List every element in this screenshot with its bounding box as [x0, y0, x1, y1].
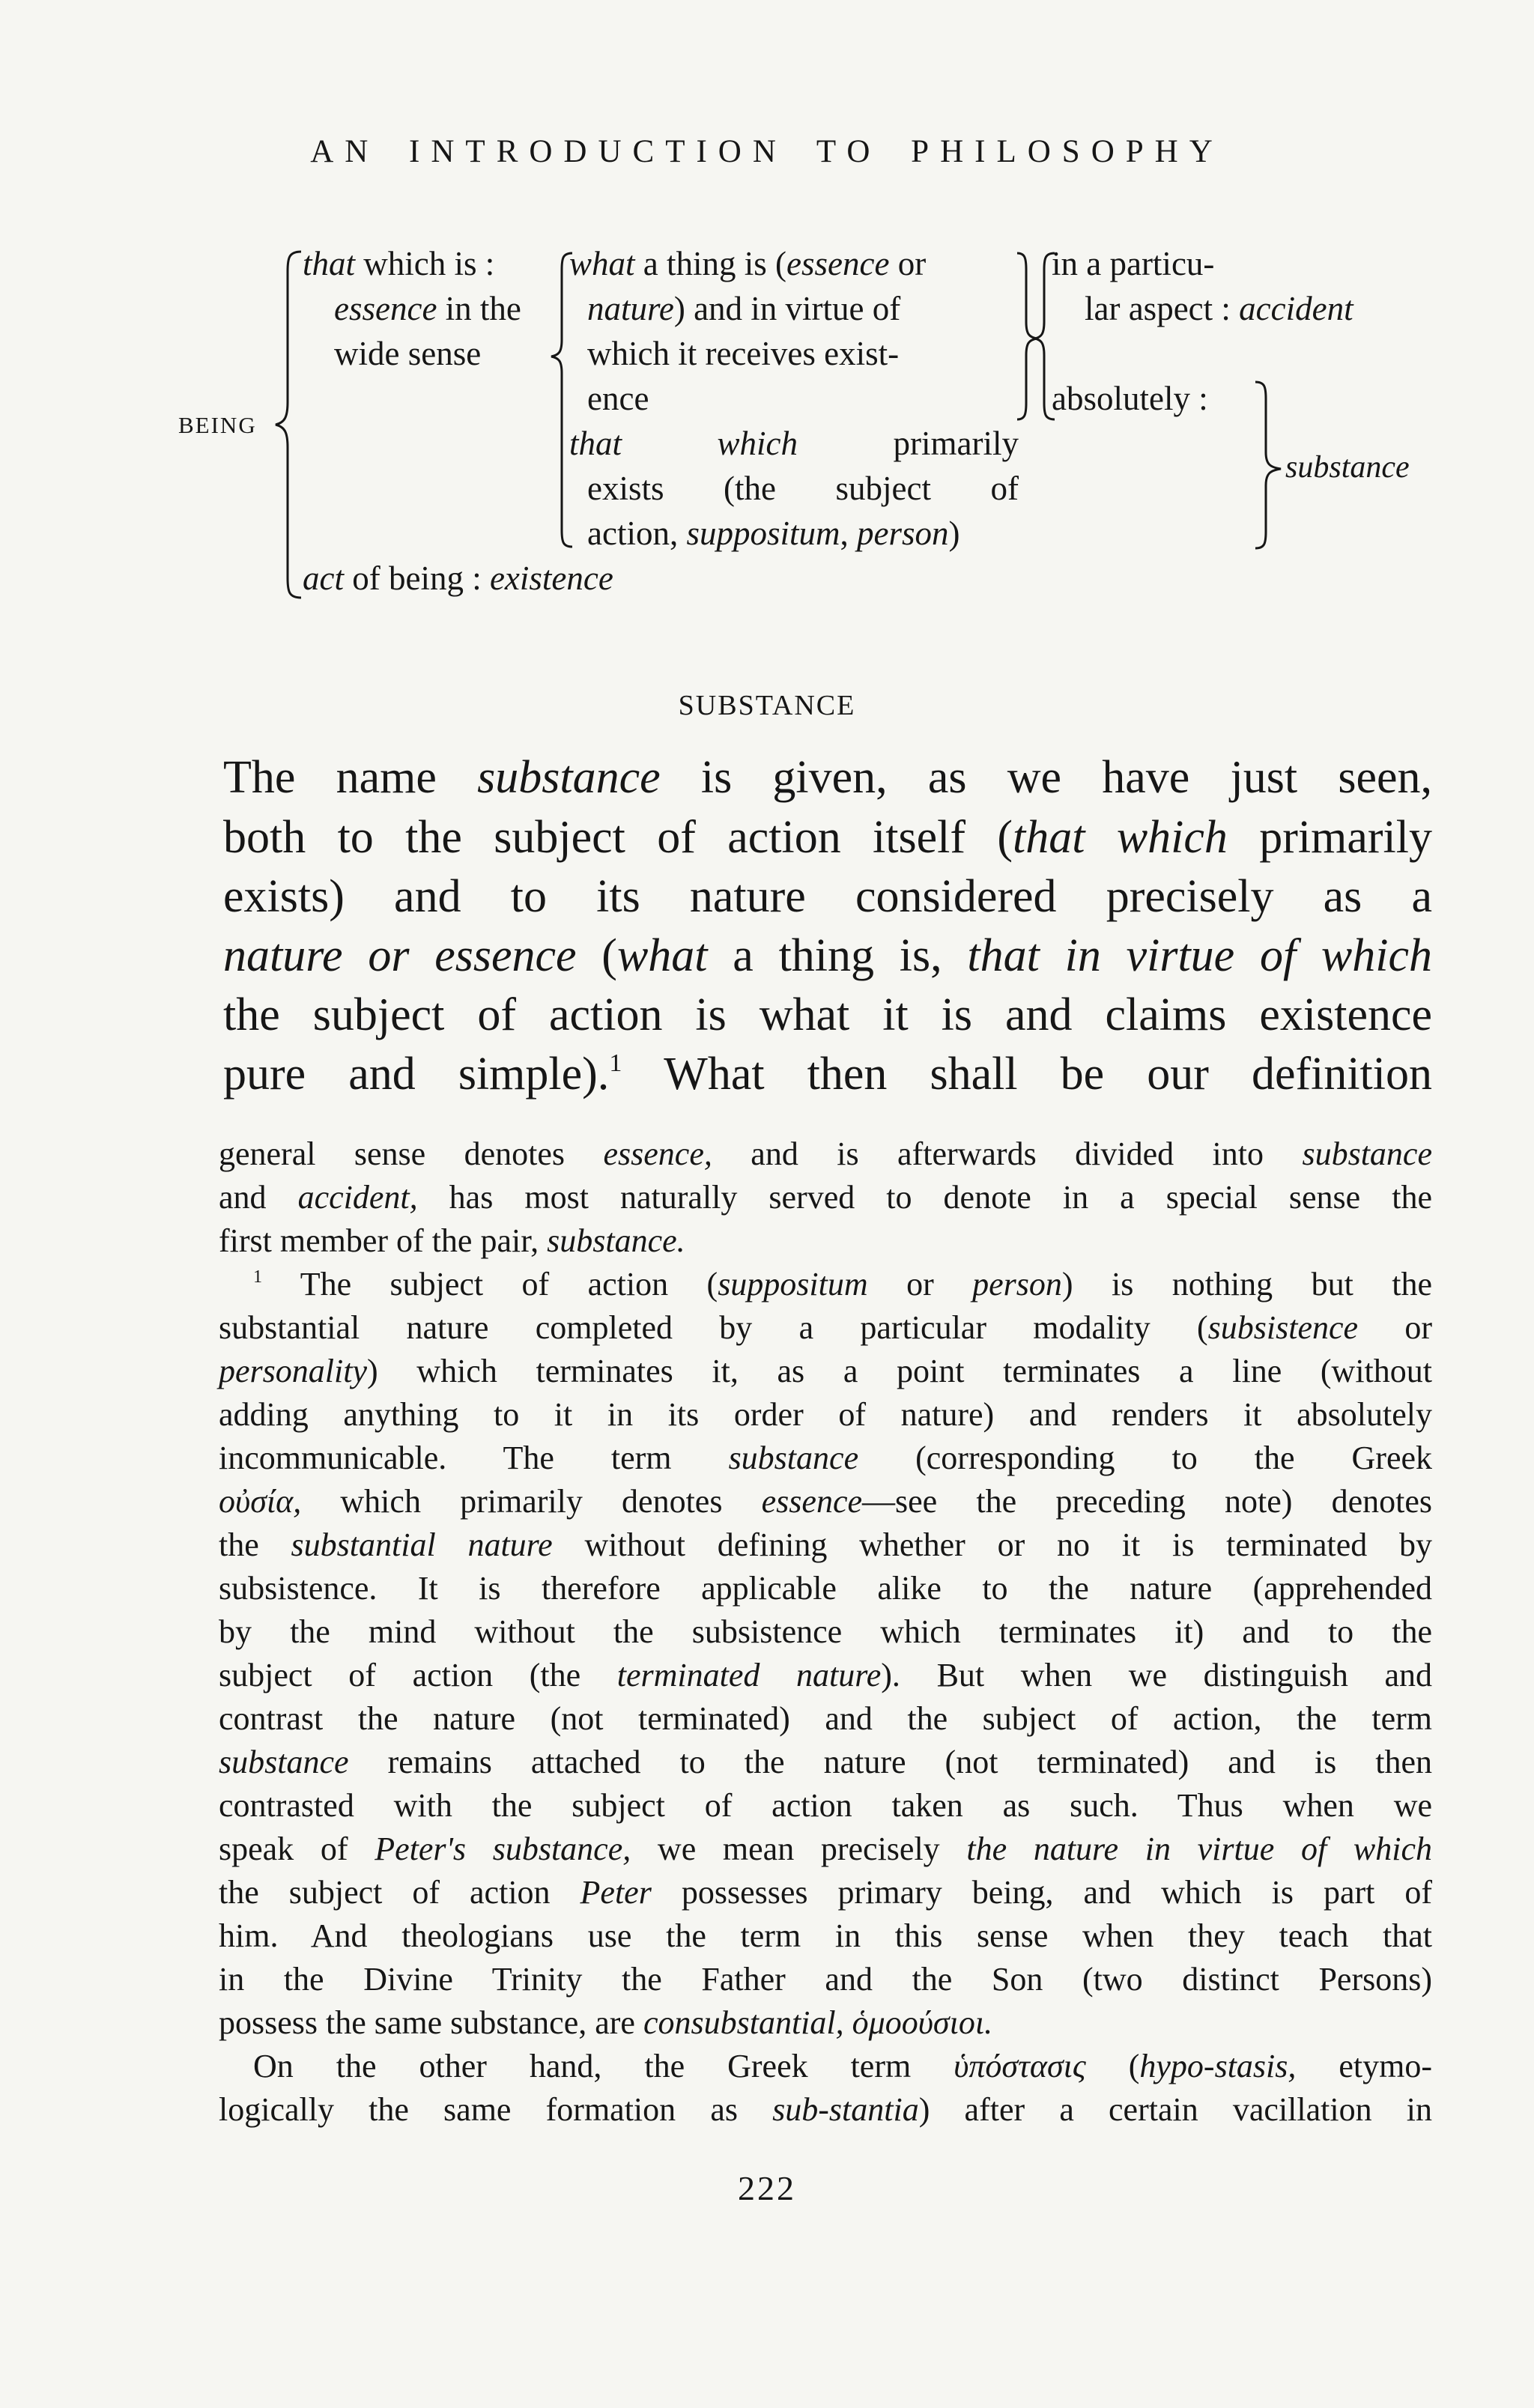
footnote-line: him. And theologians use the term in this sense when they teach that	[219, 1917, 1432, 1954]
footnote-line: by the mind without the subsistence which terminates it) and to the	[219, 1613, 1432, 1650]
footnote-line: logically the same formation as sub-stantia) after a certain vacillation in	[219, 2091, 1432, 2128]
footnote-line: general sense denotes essence, and is afterwards divided into substance	[219, 1135, 1432, 1172]
running-head: AN INTRODUCTION TO PHILOSOPHY	[310, 134, 1224, 169]
footnote-line: subject of action (the terminated nature). But when we distinguish and	[219, 1657, 1432, 1693]
footnote-line: in the Divine Trinity the Father and the Son (two distinct Persons)	[219, 1961, 1432, 1998]
branch-act-of-being: act of being : existence	[303, 559, 613, 597]
footnote-line: and accident, has most naturally served to denote in a special sense the	[219, 1179, 1432, 1216]
footnote-line: personality) which terminates it, as a point terminates a line (without	[219, 1353, 1432, 1389]
footnote-line: the substantial nature without defining whether or no it is terminated by	[219, 1526, 1432, 1563]
main-line-6: pure and simple).$^1$ What then shall be our definition	[223, 1049, 1433, 1100]
brace-substance	[1251, 379, 1290, 551]
footnote-line: contrast the nature (not terminated) and the subject of action, the term	[219, 1700, 1432, 1737]
footnote-ref-1: 1	[609, 1049, 622, 1078]
main-line-4: nature or essence (what a thing is, that in virtue of which	[223, 930, 1433, 981]
footnote-paragraph-start: On the other hand, the Greek term ὑπόστασις (hypo-stasis, etymo-	[253, 2048, 1432, 2084]
footnote-line: first member of the pair, substance.	[219, 1222, 685, 1259]
footnote-line: adding anything to it in its order of nature) and renders it absolutely	[219, 1396, 1432, 1433]
branch-that-which-primarily-exists: that which primarily exists (the subject of action, suppositum, person)	[569, 425, 1019, 552]
page-number: 222	[738, 2169, 796, 2207]
main-line-3: exists) and to its nature considered precisely as a	[223, 871, 1432, 922]
footnote-line: the subject of action Peter possesses primary being, and which is part of	[219, 1874, 1432, 1911]
branch-that-which-is: that which is : essence in the wide sense	[303, 245, 521, 372]
footnote-line: incommunicable. The term substance (corresponding to the Greek	[219, 1440, 1433, 1476]
footnote-line: possess the same substance, are consubstantial, ὁμοούσιοι.	[219, 2004, 993, 2041]
footnote-line: subsistence. It is therefore applicable alike to the nature (apprehended	[219, 1570, 1432, 1607]
branch-accident: in a particu- lar aspect : accident absolutely :	[1052, 245, 1353, 417]
footnote-line: substance remains attached to the nature (not terminated) and is then	[219, 1744, 1432, 1780]
footnote-line: speak of Peter's substance, we mean precisely the nature in virtue of which	[219, 1831, 1432, 1867]
branch-what-a-thing-is: what a thing is (essence or nature) and in virtue of which it receives exist- ence	[569, 245, 927, 417]
footnote-line: substantial nature completed by a particular modality (subsistence or	[219, 1309, 1432, 1346]
main-line-1: The name substance is given, as we have just seen,	[223, 752, 1433, 803]
main-line-2: both to the subject of action itself (that which primarily	[223, 812, 1433, 863]
main-line-5: the subject of action is what it is and claims existence	[223, 989, 1432, 1040]
section-heading: SUBSTANCE	[678, 690, 856, 721]
footnote-line: οὐσία, which primarily denotes essence—see the preceding note) denotes	[219, 1483, 1433, 1520]
diagram-root-label: BEING	[178, 412, 257, 438]
footnote-line: contrasted with the subject of action taken as such. Thus when we	[219, 1787, 1432, 1824]
footnote-1-start: $^1$ The subject of action (suppositum or person) is nothing but the	[253, 1266, 1432, 1302]
substance-label: substance	[1285, 450, 1410, 485]
